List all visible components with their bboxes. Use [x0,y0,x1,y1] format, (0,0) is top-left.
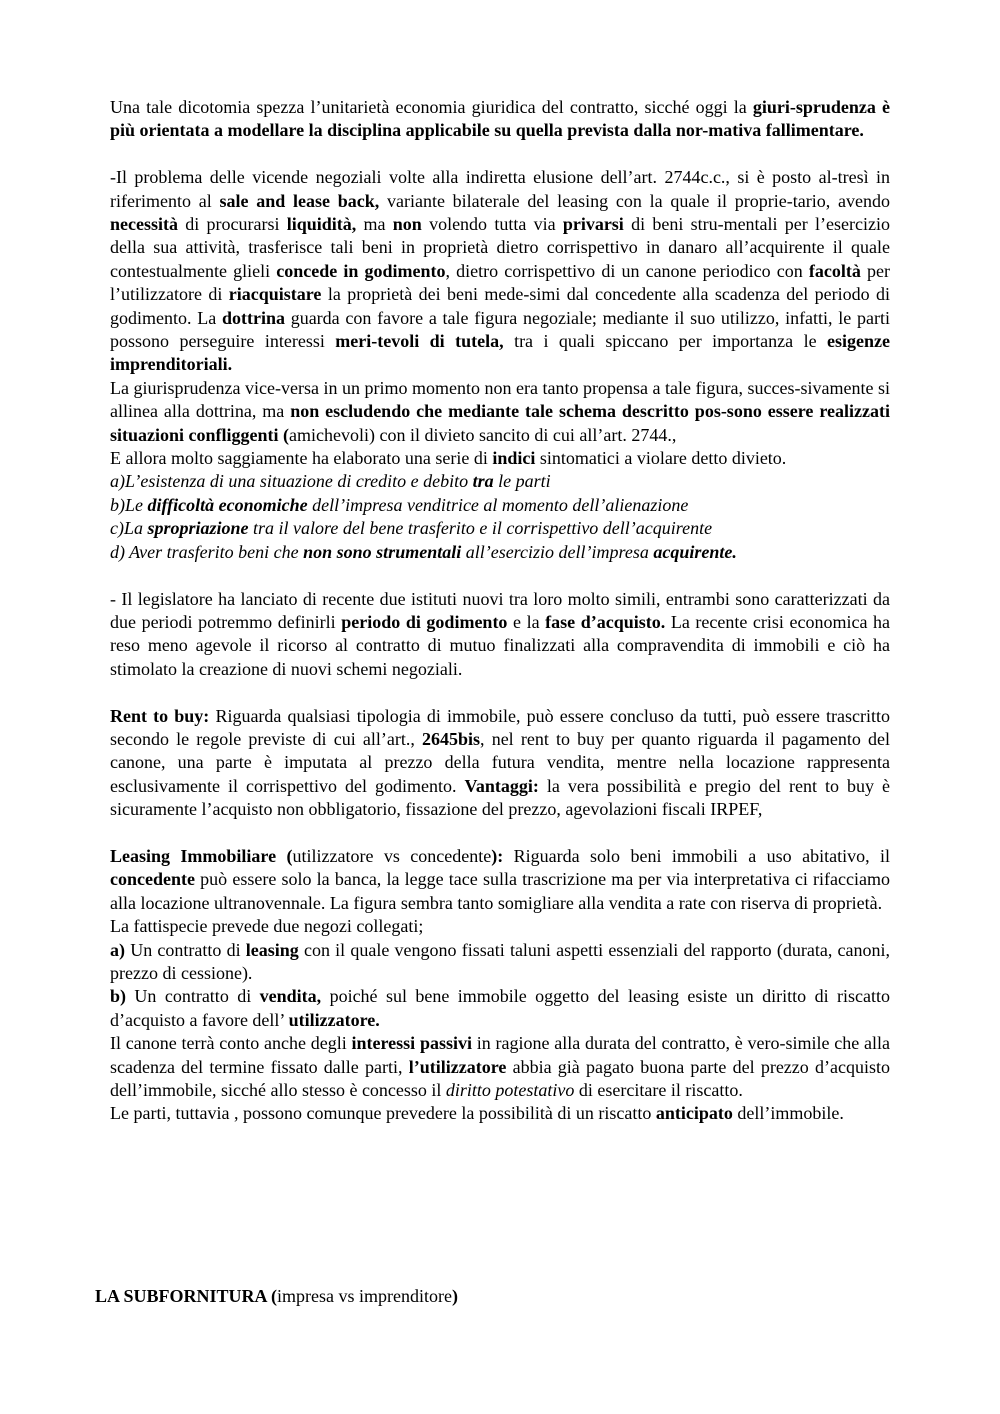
bold-text: ) [452,1286,458,1306]
text-run: -Il problema delle vicende negoziali volte alla indiretta elusione dell’art. 2744c.c., si è posto al-tresì in riferimento al [110,167,890,211]
bold-text: interessi passivi [351,1033,472,1054]
list-item-indice [110,470,890,493]
text-run: abbia già pagato buona parte del prezzo d’acquisto dell’immobile, sicché allo stesso è concesso il [110,1056,890,1100]
bold-text: riacquistare [228,284,322,305]
bold-text: giuri-sprudenza è più orientata a modellare la disciplina applicabile su quella prevista dalla nor-mativa fallimentare. [110,97,890,141]
bold-text: non sono strumentali [303,541,462,562]
bold-text: tra [472,471,494,492]
bold-text: vendita, [259,986,322,1007]
text-run: di esercitare il riscatto. [574,1080,743,1100]
text-run: in ragione alla durata del contratto, è vero-simile che alla scadenza del termine fissato dalle parti, [110,1033,890,1077]
text-run: di procurarsi [177,214,287,235]
text-run: la vera possibilità e pregio del rent to buy è sicuramente l’acquisto non obbligatorio, fissazione del prezzo, agevolazioni fiscali IRPEF, [110,775,891,820]
text-run: Riguarda qualsiasi tipologia di immobile, può essere concluso da tutti, può essere trascritto secondo le regole previste di cui all’art., [110,705,890,749]
paragraph-sale-and-lease-back [110,166,890,377]
text-run: La fattispecie prevede due negozi collegati; [110,916,424,937]
bold-text: non escludendo che mediante tale schema descritto pos-sono essere realizzati situazioni confliggenti ( [110,401,890,445]
text-run: e la [507,611,546,632]
paragraph-legislatore [110,588,890,682]
bold-text: l’utilizzatore [408,1056,507,1077]
blank-line [110,564,890,587]
text-run: per l’utilizzatore di [110,260,891,305]
bold-text: facoltà [808,260,861,281]
bold-text: Vantaggi: [464,775,539,796]
text-run: Riguarda solo beni immobili a uso abitativo, il [503,845,890,866]
text-run: la proprietà dei beni mede-simi dal concedente alla scadenza del periodo di godimento. La [110,284,891,328]
text-run: La giurisprudenza vice-versa in un primo momento non era tanto propensa a tale figura, succes-sivamente si allinea alla dottrina, ma [110,377,890,422]
list-item-b [110,985,890,1032]
blank-line [110,822,890,845]
bold-text: b) [110,986,127,1007]
bold-text: Rent to buy: [110,705,210,726]
text-run: con il quale vengono fissati taluni aspetti essenziali del rapporto (durata, canoni, prezzo di cessione). [110,939,890,983]
bold-text: esigenze imprenditoriali. [110,331,890,375]
text-run: tra il valore del bene trasferito e il corrispettivo dell’acquirente [248,518,713,539]
text-run: - Il legislatore ha lanciato di recente due istituti nuovi tra loro molto simili, entrambi sono caratterizzati da due periodi potremmo definirli [110,588,890,632]
text-run: Il canone terrà conto anche degli [110,1033,352,1054]
bold-text: acquirente. [653,541,737,562]
list-item-a [110,939,890,986]
text-run: Le parti, tuttavia , possono comunque prevedere la possibilità di un riscatto [110,1103,656,1124]
text-run: Un contratto di [125,939,246,960]
text-run: può essere solo la banca, la legge tace sulla trascrizione ma per via interpretativa ci rifacciamo alla locazione ultranovennale. La figura sembra tanto somigliare alla vendita a rate con riserva di proprietà. [110,869,890,913]
text-run: , dietro corrispettivo di un canone periodico con [445,260,809,281]
paragraph-negozi-collegati [110,915,890,938]
text-run: a)L’esistenza di una situazione di credito e debito [110,471,473,492]
bold-text: difficoltà economiche [147,494,308,515]
bold-text: concedente [110,869,195,890]
text-run: di beni stru-mentali per l’esercizio della sua attività, trasferisce tali beni in proprietà dietro corrispettivo in danaro all’acquirente il quale contestualmente glieli [110,214,891,281]
paragraph-dicotomia [110,96,890,143]
text-run: tra i quali spiccano per importanza le [503,331,828,352]
bold-text: spropriazione [147,518,249,539]
paragraph-indici [110,447,890,470]
bold-text: meri-tevoli di tutela, [335,331,504,352]
text-run: poiché sul bene immobile oggetto del leasing esiste un diritto di riscatto d’acquisto a favore dell’ [110,986,890,1030]
paragraph-giurisprudenza [110,377,890,447]
text-run: dell’immobile. [732,1103,844,1124]
bold-text: Leasing Immobiliare ( [110,845,293,866]
blank-line [110,681,890,704]
section-heading [95,1285,895,1308]
bold-text: non [392,214,422,235]
text-run: E allora molto saggiamente ha elaborato una serie di [110,448,493,469]
text-run: sintomatici a violare detto divieto. [535,448,787,469]
text-run: amichevoli) con il divieto sancito di cui all’art. 2744., [289,424,677,445]
paragraph-leasing-immobiliare [110,845,890,915]
text-run: utilizzatore vs concedente [292,845,492,866]
bold-text: 2645bis [422,728,481,749]
text-run: dell’impresa venditrice al momento dell’alienazione [307,494,689,515]
bold-text: leasing [245,939,299,960]
bold-text: LA SUBFORNITURA ( [95,1286,278,1306]
bold-text: privarsi [562,214,624,235]
text-run: variante bilaterale del leasing con la quale il proprie-tario, avendo [379,190,890,211]
list-item-indice [110,494,890,517]
bold-text: utilizzatore. [288,1009,380,1030]
bold-text: necessità [110,214,178,235]
italic-text: diritto potestativo [445,1080,575,1100]
list-item-indice [110,541,890,564]
text-run: volendo tutta via [421,214,563,235]
text-run: Una tale dicotomia spezza l’unitarietà economia giuridica del contratto, sicché oggi la [110,97,753,117]
text-run: c)La [110,518,148,539]
text-run: d) Aver trasferito beni che [110,541,304,562]
blank-line [110,143,890,166]
text-run: le parti [493,471,551,492]
bold-text: indici [492,448,536,469]
text-run: impresa vs imprenditore [277,1286,452,1306]
bold-text: ): [491,845,504,866]
paragraph-rent-to-buy [110,705,890,822]
bold-text: dottrina [221,307,285,328]
text-run: , nel rent to buy per quanto riguarda il pagamento del canone, una parte è imputata al prezzo della futura vendita, mentre nella locazione rappresenta esclusivamente il corrispettivo del godimento. [110,728,890,796]
list-indici [110,470,890,564]
list-item-indice [110,517,890,540]
text-run: guarda con favore a tale figura negoziale; mediante il suo utilizzo, infatti, le parti possono perseguire interessi [110,307,890,352]
bold-text: a) [110,939,125,960]
text-run: Un contratto di [126,986,260,1007]
bold-text: periodo di godimento [341,611,508,632]
bold-text: fase d’acquisto. [545,611,666,632]
body-text [110,96,890,1126]
paragraph-riscatto-anticipato [110,1102,890,1125]
bold-text: liquidità, [286,214,357,235]
text-run: b)Le [110,494,148,515]
bold-text: sale and lease back, [219,190,380,211]
text-run: ma [356,214,393,235]
text-run: La recente crisi economica ha reso meno agevole il ricorso al contratto di mutuo finalizzati alla compravendita di immobili e ciò ha stimolato la creazione di nuovi schemi negoziali. [110,611,891,679]
bold-text: concede in godimento [276,260,446,281]
text-run: all’esercizio dell’impresa [461,541,654,562]
bold-text: anticipato [655,1103,733,1124]
paragraph-canone [110,1032,890,1102]
